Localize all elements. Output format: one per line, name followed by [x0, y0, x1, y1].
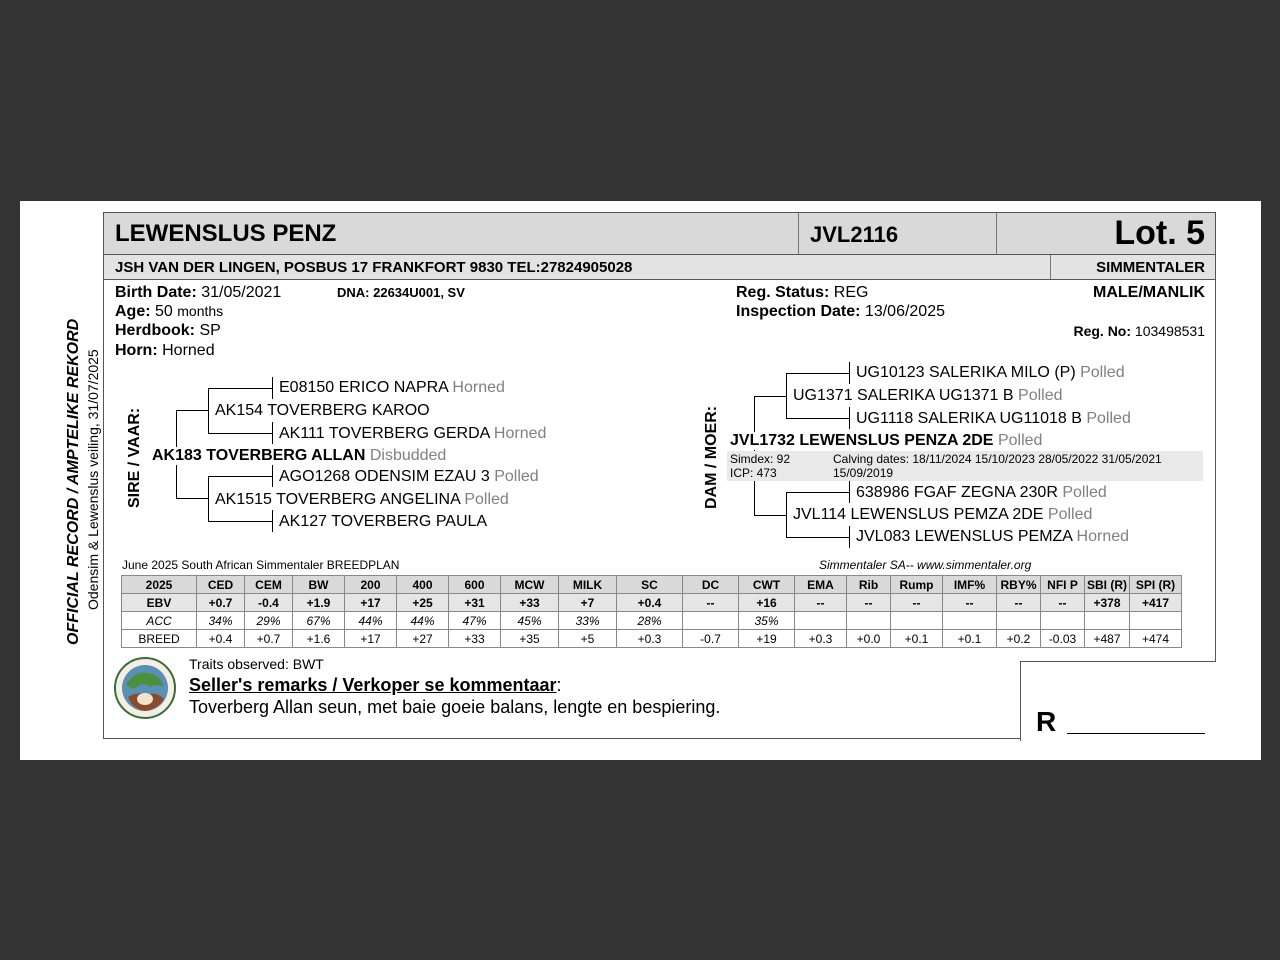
- pedigree-line: [272, 422, 273, 444]
- ebv-header-cell: Rib: [847, 576, 891, 594]
- ebv-header-cell: CED: [197, 576, 245, 594]
- reg-number: Reg. No: 103498531: [1073, 323, 1205, 339]
- ebv-cell: +7: [559, 594, 617, 612]
- acc-cell: ACC: [122, 612, 197, 630]
- acc-cell: 44%: [397, 612, 449, 630]
- pedigree-line: [208, 476, 272, 477]
- animal-id: JVL2116: [810, 222, 899, 247]
- acc-cell: [997, 612, 1041, 630]
- pedigree-line: [786, 418, 849, 419]
- breed-cell: +27: [397, 630, 449, 648]
- ebv-cell: +0.4: [617, 594, 683, 612]
- ebv-header-cell: MILK: [559, 576, 617, 594]
- horn-status: Horn: Horned: [115, 342, 215, 359]
- ebv-cell: +25: [397, 594, 449, 612]
- breed-cell: -0.03: [1041, 630, 1085, 648]
- breed-name: SIMMENTALER: [1096, 259, 1205, 276]
- ebv-cell: -0.4: [245, 594, 293, 612]
- acc-cell: 45%: [501, 612, 559, 630]
- price-label: R: [1036, 706, 1057, 737]
- acc-cell: 47%: [449, 612, 501, 630]
- ebv-header-cell: MCW: [501, 576, 559, 594]
- acc-cell: [1041, 612, 1085, 630]
- remarks-text: Toverberg Allan seun, met baie goeie balans, lengte en bespiering.: [189, 697, 721, 717]
- ebv-cell: --: [795, 594, 847, 612]
- breed-cell: +474: [1130, 630, 1182, 648]
- ebv-header-cell: CEM: [245, 576, 293, 594]
- dam-sire: UG1371 SALERIKA UG1371 B Polled: [793, 387, 1063, 404]
- breed-cell: +5: [559, 630, 617, 648]
- breed-cell: +33: [449, 630, 501, 648]
- breed-avg-row: [122, 630, 1182, 648]
- price-input-line[interactable]: [1067, 733, 1205, 734]
- pedigree-line: [272, 377, 273, 399]
- ebv-cell: +31: [449, 594, 501, 612]
- sire-sire-sire: E08150 ERICO NAPRA Horned: [279, 379, 505, 396]
- ebv-cell: +17: [345, 594, 397, 612]
- pedigree-line: [272, 510, 273, 532]
- dam-dam-dam: JVL083 LEWENSLUS PEMZA Horned: [856, 528, 1130, 545]
- breed-cell: +0.2: [997, 630, 1041, 648]
- herdbook: Herdbook: SP: [115, 322, 221, 339]
- breed-cell: +0.1: [891, 630, 943, 648]
- inspection-date: Inspection Date: 13/06/2025: [736, 303, 945, 320]
- header-divider: [1050, 255, 1051, 279]
- pedigree-line: [272, 465, 273, 487]
- header-divider: [996, 213, 997, 254]
- acc-cell: [795, 612, 847, 630]
- reg-status: Reg. Status: REG: [736, 284, 869, 301]
- acc-cell: 34%: [197, 612, 245, 630]
- ebv-header-cell: IMF%: [943, 576, 997, 594]
- dam-name: JVL1732 LEWENSLUS PENZA 2DE Polled: [730, 432, 1043, 449]
- remarks-heading: Seller's remarks / Verkoper se kommentaar:: [189, 675, 562, 695]
- sex: MALE/MANLIK: [1093, 284, 1205, 301]
- sire-dam: AK1515 TOVERBERG ANGELINA Polled: [215, 491, 509, 508]
- ebv-header-cell: DC: [683, 576, 739, 594]
- sire-dam-dam: AK127 TOVERBERG PAULA: [279, 513, 488, 530]
- acc-cell: 44%: [345, 612, 397, 630]
- pedigree-line: [208, 433, 272, 434]
- ebv-header-cell: Rump: [891, 576, 943, 594]
- acc-cell: [943, 612, 997, 630]
- acc-cell: [847, 612, 891, 630]
- pedigree-line: [208, 388, 272, 389]
- ebv-header-cell: SPI (R): [1130, 576, 1182, 594]
- dam-sire-dam: UG1118 SALERIKA UG11018 B Polled: [856, 410, 1131, 427]
- breed-cell: +17: [345, 630, 397, 648]
- dam-calving-dates: Calving dates: 18/11/2024 15/10/2023 28/05/2022 31/05/2021: [833, 452, 1162, 466]
- age: Age: 50 months: [115, 303, 224, 320]
- breed-cell: +487: [1085, 630, 1130, 648]
- ebv-header-cell: NFI P: [1041, 576, 1085, 594]
- traits-observed: Traits observed: BWT: [189, 656, 324, 672]
- pedigree-line: [208, 521, 272, 522]
- ebv-header-cell: 400: [397, 576, 449, 594]
- breed-cell: -0.7: [683, 630, 739, 648]
- pedigree-line: [208, 388, 209, 433]
- ebv-header-cell: SBI (R): [1085, 576, 1130, 594]
- acc-cell: 33%: [559, 612, 617, 630]
- acc-row: [122, 612, 1182, 630]
- breed-cell: +0.3: [617, 630, 683, 648]
- breed-cell: +1.6: [293, 630, 345, 648]
- acc-cell: [1130, 612, 1182, 630]
- breed-cell: +35: [501, 630, 559, 648]
- dam-sire-sire: UG10123 SALERIKA MILO (P) Polled: [856, 364, 1125, 381]
- sire-dam-sire: AGO1268 ODENSIM EZAU 3 Polled: [279, 468, 539, 485]
- breed-cell: +0.7: [245, 630, 293, 648]
- breed-cell: +19: [739, 630, 795, 648]
- pedigree-line: [786, 373, 787, 418]
- ebv-header-cell: CWT: [739, 576, 795, 594]
- dam-label: DAM / MOER:: [703, 405, 720, 509]
- dna-info: DNA: 22634U001, SV: [337, 285, 465, 300]
- pedigree-line: [849, 407, 850, 429]
- ebv-header-cell: 600: [449, 576, 501, 594]
- ebv-cell: --: [1041, 594, 1085, 612]
- ebv-cell: --: [943, 594, 997, 612]
- ebv-cell: +16: [739, 594, 795, 612]
- pedigree-line: [208, 476, 209, 521]
- header-divider: [798, 213, 799, 254]
- pedigree-line: [849, 481, 850, 503]
- ebv-row: [122, 594, 1182, 612]
- simmentaler-logo-icon: [114, 657, 176, 719]
- ebv-cell: +0.7: [197, 594, 245, 612]
- ebv-cell: --: [683, 594, 739, 612]
- pedigree-line: [849, 362, 850, 384]
- dam-calving-dates-2: 15/09/2019: [833, 466, 894, 480]
- pedigree-line: [754, 396, 786, 397]
- animal-name: LEWENSLUS PENZ: [115, 220, 337, 247]
- dam-dam: JVL114 LEWENSLUS PEMZA 2DE Polled: [793, 506, 1093, 523]
- ebv-cell: +378: [1085, 594, 1130, 612]
- acc-cell: [891, 612, 943, 630]
- breed-cell: BREED: [122, 630, 197, 648]
- pedigree-line: [849, 526, 850, 548]
- ebv-header-cell: BW: [293, 576, 345, 594]
- ebv-header-cell: RBY%: [997, 576, 1041, 594]
- pedigree-line: [786, 492, 787, 537]
- acc-cell: 29%: [245, 612, 293, 630]
- sire-name: AK183 TOVERBERG ALLAN Disbudded: [152, 447, 447, 464]
- dam-dam-sire: 638986 FGAF ZEGNA 230R Polled: [856, 484, 1107, 501]
- ebv-cell: --: [997, 594, 1041, 612]
- sire-sire: AK154 TOVERBERG KAROO: [215, 402, 430, 419]
- sire-label: SIRE / VAAR:: [126, 407, 143, 508]
- breed-cell: +0.0: [847, 630, 891, 648]
- breed-cell: +0.4: [197, 630, 245, 648]
- pedigree-line: [786, 373, 849, 374]
- sire-sire-dam: AK111 TOVERBERG GERDA Horned: [279, 425, 547, 442]
- official-record: OFFICIAL RECORD / AMPTELIKE REKORD: [65, 318, 82, 645]
- auction-info: Odensim & Lewenslus veiling, 31/07/2025: [85, 349, 101, 610]
- pedigree-line: [176, 410, 208, 411]
- acc-cell: 28%: [617, 612, 683, 630]
- dam-simdex: Simdex: 92: [730, 452, 791, 466]
- acc-cell: [1085, 612, 1130, 630]
- ebv-cell: +33: [501, 594, 559, 612]
- acc-cell: 67%: [293, 612, 345, 630]
- ebv-header-row: [122, 576, 1182, 594]
- ebv-header-cell: SC: [617, 576, 683, 594]
- ebv-header-cell: 2025: [122, 576, 197, 594]
- acc-cell: 35%: [739, 612, 795, 630]
- birth-date: Birth Date: 31/05/2021: [115, 284, 282, 301]
- ebv-cell: EBV: [122, 594, 197, 612]
- breed-cell: +0.1: [943, 630, 997, 648]
- lot-number: Lot. 5: [1114, 214, 1205, 252]
- ebv-table: [121, 575, 1182, 648]
- ebv-cell: --: [847, 594, 891, 612]
- ebv-header-cell: 200: [345, 576, 397, 594]
- pedigree-line: [176, 498, 208, 499]
- breed-cell: +0.3: [795, 630, 847, 648]
- dam-icp: ICP: 473: [730, 466, 777, 480]
- ebv-cell: --: [891, 594, 943, 612]
- acc-cell: [683, 612, 739, 630]
- owner-info: JSH VAN DER LINGEN, POSBUS 17 FRANKFORT 9830 TEL:27824905028: [115, 259, 633, 276]
- pedigree-line: [786, 492, 849, 493]
- pedigree-line: [754, 515, 786, 516]
- ebv-header-cell: EMA: [795, 576, 847, 594]
- pedigree-line: [786, 537, 849, 538]
- breedplan-title: June 2025 South African Simmentaler BREEDPLAN: [122, 558, 400, 572]
- ebv-cell: +1.9: [293, 594, 345, 612]
- ebv-cell: +417: [1130, 594, 1182, 612]
- breedplan-site: Simmentaler SA-- www.simmentaler.org: [819, 558, 1032, 572]
